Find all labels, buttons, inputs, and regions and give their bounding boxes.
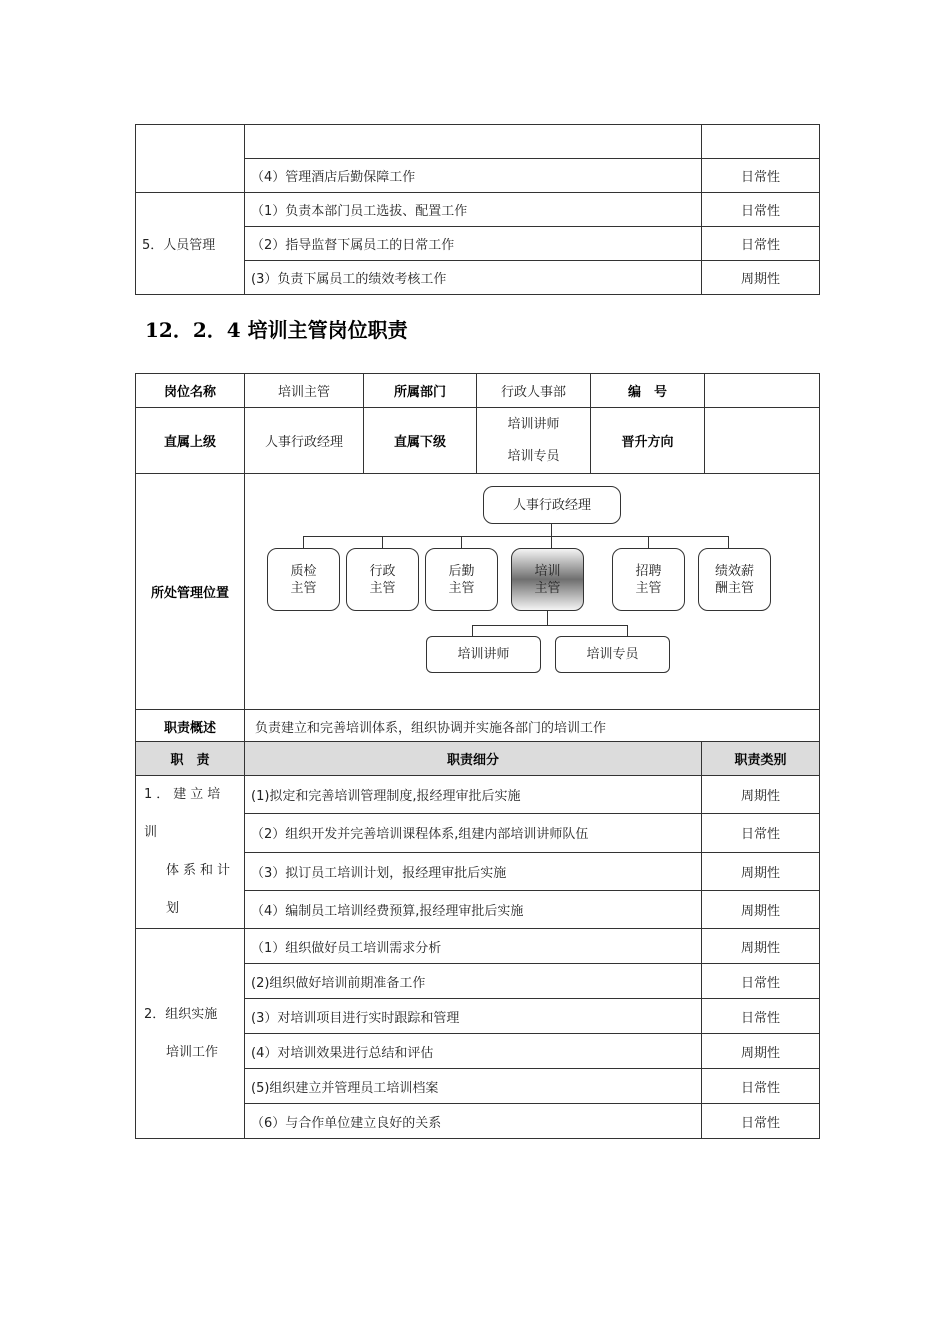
code-value: [705, 374, 820, 408]
duty-detail-header: 职责细分: [245, 742, 702, 776]
org-connector: [648, 536, 649, 548]
duty-type: 周期性: [702, 890, 820, 928]
summary-label: 职责概述: [136, 710, 245, 744]
subordinate-1: 培训讲师: [507, 416, 560, 432]
post-name-label: 岗位名称: [136, 374, 245, 408]
duty-type: 日常性: [702, 159, 820, 193]
summary-value: 负责建立和完善培训体系，组织协调并实施各部门的培训工作: [245, 710, 820, 744]
superior-label: 直属上级: [136, 408, 245, 474]
duty-type: 周期性: [702, 1034, 820, 1069]
org-chart: [245, 474, 819, 709]
duty-detail: (2)组织做好培训前期准备工作: [245, 964, 702, 999]
org-connector: [627, 625, 628, 636]
dept-value: 行政人事部: [477, 374, 591, 408]
duty-detail: [245, 125, 702, 159]
dept-label: 所属部门: [364, 374, 477, 408]
blank-duty-cell: [136, 125, 245, 193]
duty-type: 周期性: [702, 261, 820, 295]
duty-detail: （2）指导监督下属员工的日常工作: [245, 227, 702, 261]
duty-detail: （1）组织做好员工培训需求分析: [245, 929, 702, 964]
duty-detail: (3）负责下属员工的绩效考核工作: [245, 261, 702, 295]
duty-name-implement: 2．组织实施 培训工作: [136, 929, 245, 1139]
org-box-recruit: 招聘 主管: [612, 548, 685, 611]
duty-type: [702, 125, 820, 159]
org-connector: [382, 536, 383, 548]
subordinate-2: 培训专员: [507, 448, 560, 464]
promotion-value: [705, 408, 820, 474]
position-label: 所处管理位置: [136, 474, 245, 710]
duty-detail: （6）与合作单位建立良好的关系: [245, 1104, 702, 1139]
duty-type: 日常性: [702, 814, 820, 852]
duty-name-personnel: 5．人员管理: [136, 193, 245, 295]
org-box-manager: 人事行政经理: [483, 486, 621, 524]
duty-detail: (1)拟定和完善培训管理制度,报经理审批后实施: [245, 776, 702, 814]
duty-header: 职 责: [136, 742, 245, 776]
continuation-table: [135, 124, 820, 295]
duty-type: 周期性: [702, 852, 820, 890]
duty-detail: （4）管理酒店后勤保障工作: [245, 159, 702, 193]
duty-name-system: 1．建立培训 体系和计 划: [136, 776, 245, 929]
duty-detail: (4）对培训效果进行总结和评估: [245, 1034, 702, 1069]
duty-detail: (5)组织建立并管理员工培训档案: [245, 1069, 702, 1104]
org-connector: [728, 536, 729, 548]
org-connector: [551, 524, 552, 536]
org-connector: [461, 536, 462, 548]
org-box-qc: 质检 主管: [267, 548, 340, 611]
duty-detail: （4）编制员工培训经费预算,报经理审批后实施: [245, 890, 702, 928]
duty-detail: (3）对培训项目进行实时跟踪和管理: [245, 999, 702, 1034]
duty-type: 周期性: [702, 929, 820, 964]
org-connector: [472, 625, 627, 626]
superior-value: 人事行政经理: [245, 408, 364, 474]
org-connector: [303, 536, 304, 548]
duty-detail: （3）拟订员工培训计划，报经理审批后实施: [245, 852, 702, 890]
section-heading: 12．2．4 培训主管岗位职责: [145, 318, 408, 342]
org-connector: [551, 536, 552, 548]
duty-type: 日常性: [702, 227, 820, 261]
promotion-label: 晋升方向: [591, 408, 705, 474]
subordinate-label: 直属下级: [364, 408, 477, 474]
duty-detail: （2）组织开发并完善培训课程体系,组建内部培训讲师队伍: [245, 814, 702, 852]
duty-type-header: 职责类别: [702, 742, 820, 776]
org-box-specialist: 培训专员: [555, 636, 670, 673]
post-name-value: 培训主管: [245, 374, 364, 408]
duty-type: 日常性: [702, 999, 820, 1034]
org-box-admin: 行政 主管: [346, 548, 419, 611]
duties-table: [135, 741, 820, 1139]
job-description-table: [135, 373, 820, 744]
duty-type: 日常性: [702, 964, 820, 999]
org-box-trainer: 培训讲师: [426, 636, 541, 673]
org-chart-cell: [245, 474, 820, 710]
duty-type: 日常性: [702, 1104, 820, 1139]
org-box-logistics: 后勤 主管: [425, 548, 498, 611]
org-connector: [303, 536, 728, 537]
subordinate-value: [477, 408, 591, 474]
org-connector: [472, 625, 473, 636]
duty-detail: （1）负责本部门员工选拔、配置工作: [245, 193, 702, 227]
org-connector: [547, 611, 548, 625]
org-box-training: 培训 主管: [511, 548, 584, 611]
duty-type: 周期性: [702, 776, 820, 814]
code-label: 编 号: [591, 374, 705, 408]
duty-type: 日常性: [702, 193, 820, 227]
org-box-performance: 绩效薪 酬主管: [698, 548, 771, 611]
duty-type: 日常性: [702, 1069, 820, 1104]
